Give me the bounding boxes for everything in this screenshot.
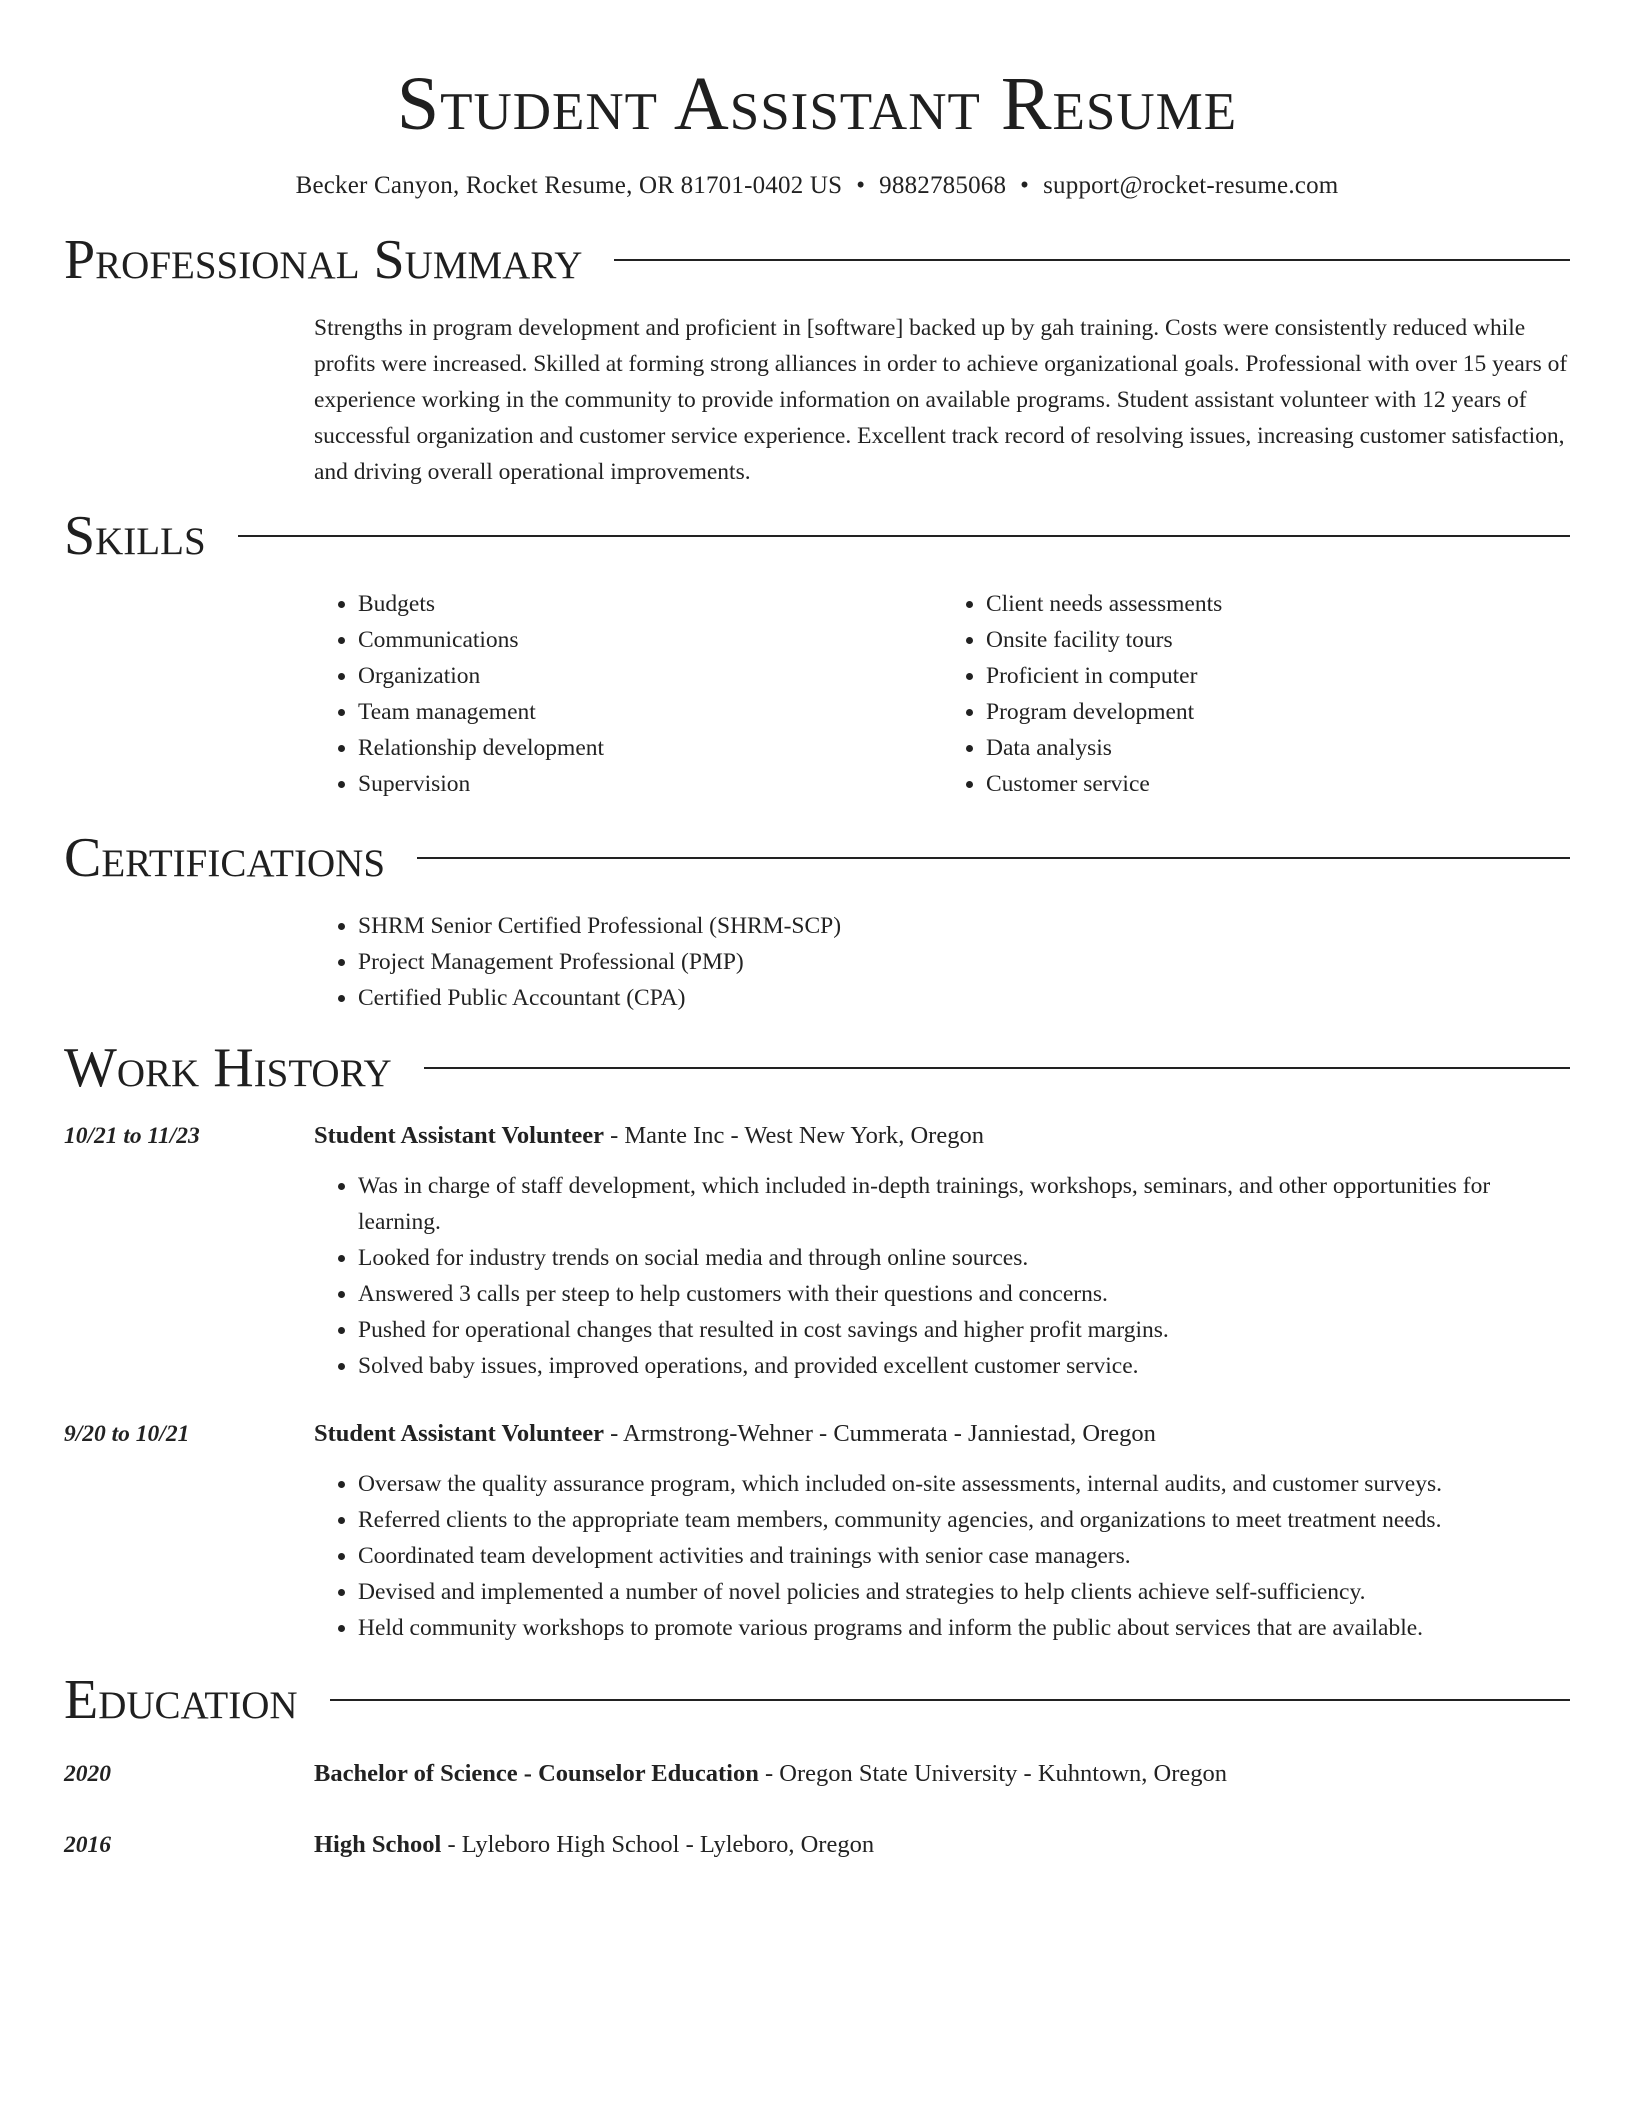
contact-separator: • <box>856 172 866 199</box>
skill-item: • Customer service <box>986 766 1570 802</box>
skill-item: • Supervision <box>358 766 942 802</box>
job-bullet: • Devised and implemented a number of novel policies and strategies to help clients achieve self-sufficiency. <box>358 1574 1570 1610</box>
resume-page <box>64 0 1570 1863</box>
summary-text: Strengths in program development and proficient in [software] backed up by gah training. Costs were consistently reduced while profits were increased. Skilled at forming strong alliances in order to achieve organizational goals. Professional with over 15 years of experience working in the community to provide information on available programs. Student assistant volunteer with 12 years of successful organization and customer service experience. Excellent track record of resolving issues, increasing customer satisfaction, and driving overall operational improvements. <box>314 315 1568 485</box>
education-degree: Bachelor of Science - Counselor Education <box>314 1760 759 1787</box>
job-entry <box>64 1416 1570 1646</box>
section-divider <box>614 259 1570 261</box>
job-bullet: • Solved baby issues, improved operations, and provided excellent customer service. <box>358 1348 1570 1384</box>
job-bullet: • Answered 3 calls per steep to help customers with their questions and concerns. <box>358 1276 1570 1312</box>
work-history-section <box>64 1036 1570 1646</box>
job-bullet: • Coordinated team development activities and trainings with senior case managers. <box>358 1538 1570 1574</box>
certifications-bullets <box>314 908 1570 1016</box>
job-bullet: • Held community workshops to promote various programs and inform the public about services that are available. <box>358 1610 1570 1646</box>
job-dates: 9/20 to 10/21 <box>64 1421 190 1447</box>
skill-item: • Communications <box>358 622 942 658</box>
education-section <box>64 1668 1570 1863</box>
job-details: - Mante Inc - West New York, Oregon <box>603 1122 984 1149</box>
resume-title: Student Assistant Resume <box>396 62 1238 146</box>
job-entry <box>64 1118 1570 1384</box>
skill-item: • Organization <box>358 658 942 694</box>
section-title: Professional Summary <box>64 229 583 291</box>
section-divider <box>417 857 1570 859</box>
skill-item: • Relationship development <box>358 730 942 766</box>
certification-item: • Certified Public Accountant (CPA) <box>358 980 1570 1016</box>
section-divider <box>330 1699 1570 1701</box>
job-title: Student Assistant Volunteer <box>314 1122 604 1149</box>
contact-address: Becker Canyon, Rocket Resume, OR 81701-0402 US <box>295 172 843 199</box>
education-year: 2016 <box>64 1832 111 1858</box>
contact-email: support@rocket-resume.com <box>1043 172 1339 199</box>
section-divider <box>424 1067 1570 1069</box>
section-header <box>64 1036 1570 1100</box>
job-bullet: • Pushed for operational changes that resulted in cost savings and higher profit margins. <box>358 1312 1570 1348</box>
section-divider <box>238 535 1570 537</box>
job-bullets <box>314 1168 1570 1384</box>
certification-item: • Project Management Professional (PMP) <box>358 944 1570 980</box>
skill-item: • Proficient in computer <box>986 658 1570 694</box>
job-bullet-list <box>314 1168 1570 1384</box>
section-header <box>64 826 1570 890</box>
job-title-line <box>314 1118 984 1154</box>
summary-section <box>64 228 1570 490</box>
section-header <box>64 228 1570 292</box>
section-header <box>64 1668 1570 1732</box>
certification-item: • SHRM Senior Certified Professional (SHRM-SCP) <box>358 908 1570 944</box>
contact-phone: 9882785068 <box>879 172 1007 199</box>
skill-item: • Team management <box>358 694 942 730</box>
section-title: Education <box>64 1669 298 1731</box>
job-header <box>64 1118 1570 1154</box>
education-details: - Oregon State University - Kuhntown, Oregon <box>758 1760 1227 1787</box>
section-title: Skills <box>64 505 206 567</box>
education-entry <box>64 1756 1570 1792</box>
skills-section <box>64 504 1570 802</box>
section-title: Work History <box>64 1037 392 1099</box>
skill-item: • Client needs assessments <box>986 586 1570 622</box>
job-details: - Armstrong-Wehner - Cummerata - Janniestad, Oregon <box>603 1420 1156 1447</box>
certifications-list <box>314 908 1570 1016</box>
skills-list-right <box>942 586 1570 802</box>
skill-item: • Program development <box>986 694 1570 730</box>
skills-list-left <box>314 586 942 802</box>
job-title: Student Assistant Volunteer <box>314 1420 604 1447</box>
certifications-section <box>64 826 1570 1016</box>
skill-item: • Data analysis <box>986 730 1570 766</box>
education-line <box>314 1827 874 1863</box>
contact-separator: • <box>1020 172 1030 199</box>
education-line <box>314 1756 1227 1792</box>
contact-line <box>64 170 1570 202</box>
education-entry <box>64 1827 1570 1863</box>
section-header <box>64 504 1570 568</box>
education-degree: High School <box>314 1831 442 1858</box>
education-year: 2020 <box>64 1761 111 1787</box>
job-header <box>64 1416 1570 1452</box>
skill-item: • Budgets <box>358 586 942 622</box>
job-title-line <box>314 1416 1156 1452</box>
job-bullet-list <box>314 1466 1570 1646</box>
job-bullet: • Referred clients to the appropriate team members, community agencies, and organizations to meet treatment needs. <box>358 1502 1570 1538</box>
job-dates: 10/21 to 11/23 <box>64 1123 200 1149</box>
job-bullets <box>314 1466 1570 1646</box>
education-details: - Lyleboro High School - Lyleboro, Oregon <box>441 1831 875 1858</box>
skills-grid <box>314 586 1570 802</box>
skill-item: • Onsite facility tours <box>986 622 1570 658</box>
section-title: Certifications <box>64 827 386 889</box>
job-bullet: • Oversaw the quality assurance program, which included on-site assessments, internal audits, and customer surveys. <box>358 1466 1570 1502</box>
job-bullet: • Was in charge of staff development, which included in-depth trainings, workshops, seminars, and other opportunities for learning. <box>358 1168 1570 1240</box>
job-bullet: • Looked for industry trends on social media and through online sources. <box>358 1240 1570 1276</box>
